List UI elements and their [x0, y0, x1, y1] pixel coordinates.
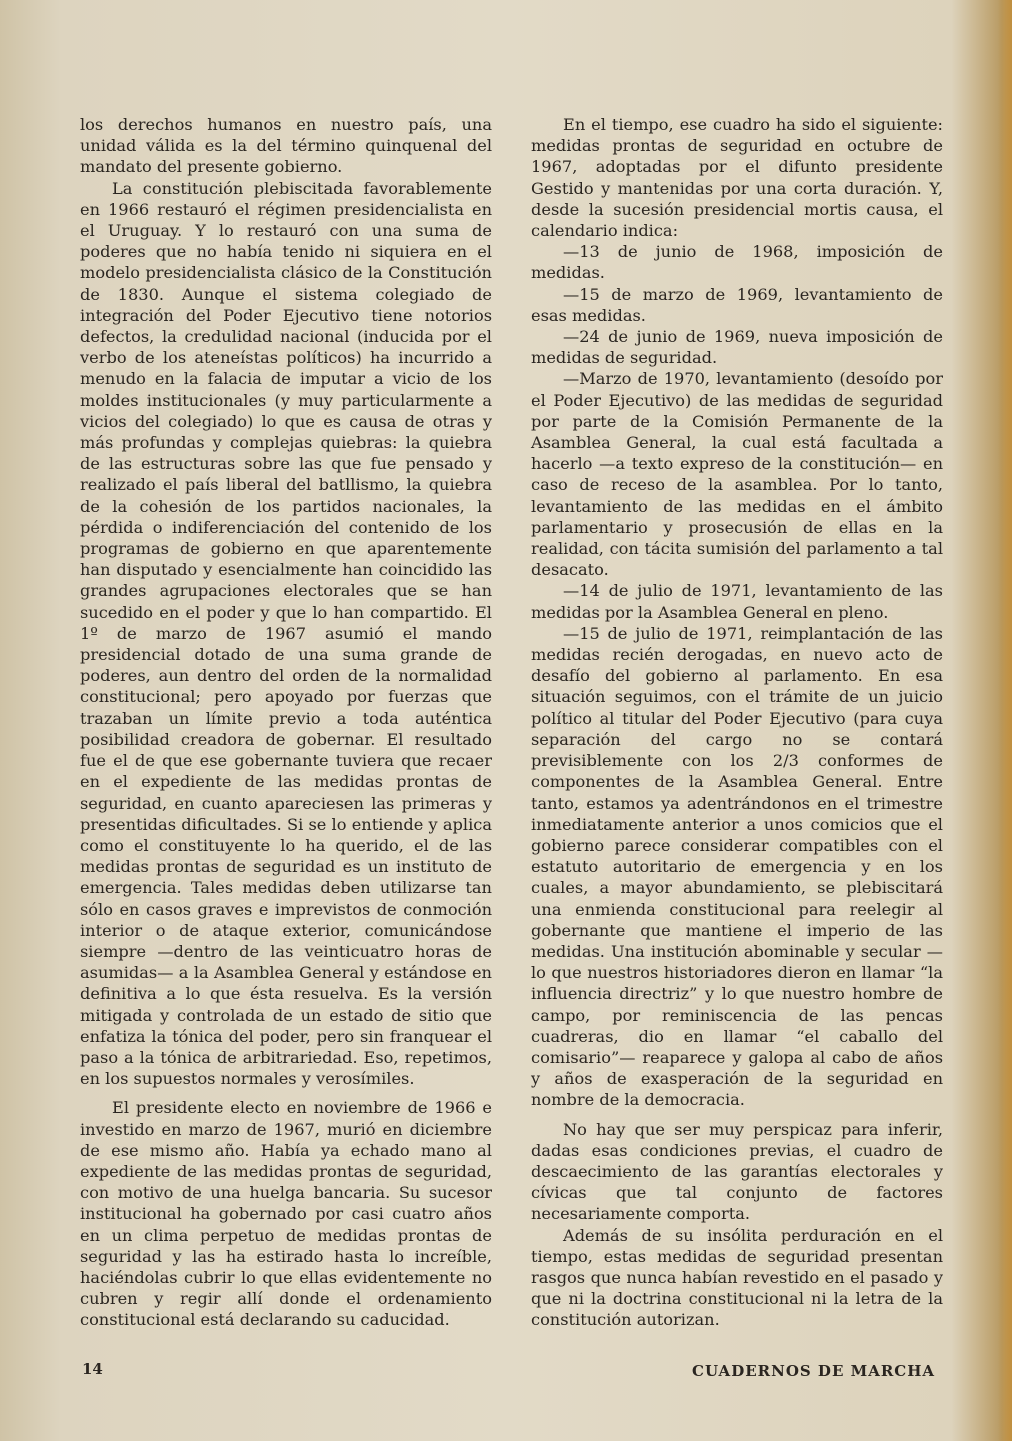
- left-column: [80, 114, 492, 1331]
- paragraph: los derechos humanos en nuestro país, una unidad válida es la del término quinquenal del mandato del presente gobierno.: [80, 115, 492, 177]
- paragraph: —24 de junio de 1969, nueva imposición de medidas de seguridad.: [531, 327, 943, 368]
- paragraph: En el tiempo, ese cuadro ha sido el siguiente: medidas prontas de seguridad en octubre de 1967, adoptadas por el difunto presidente Gestido y mantenidas por una corta duración. Y, desde la sucesión presidencial mortis causa, el calendario indica:: [531, 115, 943, 241]
- paragraph: —15 de marzo de 1969, levantamiento de esas medidas.: [531, 284, 943, 325]
- paragraph: La constitución plebiscitada favorablemente en 1966 restauró el régimen presidencialista en el Uruguay. Y lo restauró con una suma de poderes que no había tenido ni siquiera en el modelo presidencialista clásico de la Constitución de 1830. Aunque el sistema colegiado de integración del Poder Ejecutivo tiene notorios defectos, la credulidad nacional (inducida por el verbo de los ateneístas políticos) ha incurrido a menudo en la falacia de imputar a vicio de los moldes institucionales (y muy particularmente a vicios del colegiado) lo que es causa de otras y más profundas y complejas quiebras: la quiebra de las estructuras sobre las que fue pensado y realizado el país liberal del batllismo, la quiebra de la cohesión de los partidos nacionales, la pérdida o indiferenciación del contenido de los programas de gobierno en que aparentemente han disputado y esencialmente han coincidido las grandes agrupaciones electorales que se han sucedido en el poder y que lo han compartido. El 1º de marzo de 1967 asumió el mando presidencial dotado de una suma grande de poderes, aun dentro del orden de la normalidad constitucional; pero apoyado por fuerzas que trazaban un límite previo a toda auténtica posibilidad creadora de gobernar. El resultado fue el de que ese gobernante tuviera que recaer en el expediente de las medidas prontas de seguridad, en cuanto apareciesen las primeras y presentidas dificultades. Si se lo entiende y aplica como el constituyente lo ha querido, el de las medidas prontas de seguridad es un instituto de emergencia. Tales medidas deben utilizarse tan sólo en casos graves e imprevistos de conmoción interior o de ataque exterior, comunicándose siempre —dentro de las veinticuatro horas de asumidas— a la Asamblea General y estándose en definitiva a lo que ésta resuelva. Es la versión mitigada y controlada de un estado de sitio que enfatiza la tónica del poder, pero sin franquear el paso a la tónica de arbitrariedad. Eso, repetimos, en los supuestos normales y verosímiles.: [80, 178, 492, 1089]
- page-edge: [998, 0, 1012, 1441]
- right-column: [531, 114, 943, 1331]
- paragraph: El presidente electo en noviembre de 1966 e investido en marzo de 1967, murió en diciembre de ese mismo año. Había ya echado mano al expediente de las medidas prontas de seguridad, con motivo de una huelga bancaria. Su sucesor institucional ha gobernado por casi cuatro años en un clima perpetuo de medidas prontas de seguridad y las ha estirado hasta lo increíble, haciéndolas cubrir lo que ellas evidentemente no cubren y regir allí donde el ordenamiento constitucional está declarando su caducidad.: [80, 1098, 492, 1330]
- paragraph: —Marzo de 1970, levantamiento (desoído por el Poder Ejecutivo) de las medidas de seguridad por parte de la Comisión Permanente de la Asamblea General, la cual está facultada a hacerlo —a texto expreso de la constitución— en caso de receso de la asamblea. Por lo tanto, levantamiento de las medidas en el ámbito parlamentario y prosecusión de ellas en la realidad, con tácita sumisión del parlamento a tal desacato.: [531, 369, 943, 580]
- paragraph: —14 de julio de 1971, levantamiento de las medidas por la Asamblea General en pleno.: [531, 581, 943, 622]
- paragraph: No hay que ser muy perspicaz para inferir, dadas esas condiciones previas, el cuadro de descaecimiento de las garantías electorales y cívicas que tal conjunto de factores necesariamente comporta.: [531, 1119, 943, 1224]
- publication-name: CUADERNOS DE MARCHA: [692, 1362, 936, 1380]
- paragraph: Además de su insólita perduración en el tiempo, estas medidas de seguridad presentan rasgos que nunca habían revestido en el pasado y que ni la doctrina constitucional ni la letra de la constitución autorizan.: [531, 1225, 943, 1330]
- page-number: 14: [82, 1360, 103, 1378]
- paragraph: —15 de julio de 1971, reimplantación de las medidas recién derogadas, en nuevo acto de desafío del gobierno al parlamento. En esa situación seguimos, con el trámite de un juicio político al titular del Poder Ejecutivo (para cuya separación del cargo no se contará previsiblemente con los 2/3 conformes de componentes de la Asamblea General. Entre tanto, estamos ya adentrándonos en el trimestre inmediatamente anterior a unos comicios que el gobierno parece considerar compatibles con el estatuto autoritario de emergencia y en los cuales, a mayor abundamiento, se plebiscitará una enmienda constitucional para reelegir al gobernante que mantiene el imperio de las medidas. Una institución abominable y secular —lo que nuestros historiadores dieron en llamar “la influencia directriz” y lo que nuestro hombre de campo, por reminiscencia de las pencas cuadreras, dio en llamar “el caballo del comisario”— reaparece y galopa al cabo de años y años de exasperación de la seguridad en nombre de la democracia.: [531, 623, 943, 1110]
- paragraph: —13 de junio de 1968, imposición de medidas.: [531, 242, 943, 283]
